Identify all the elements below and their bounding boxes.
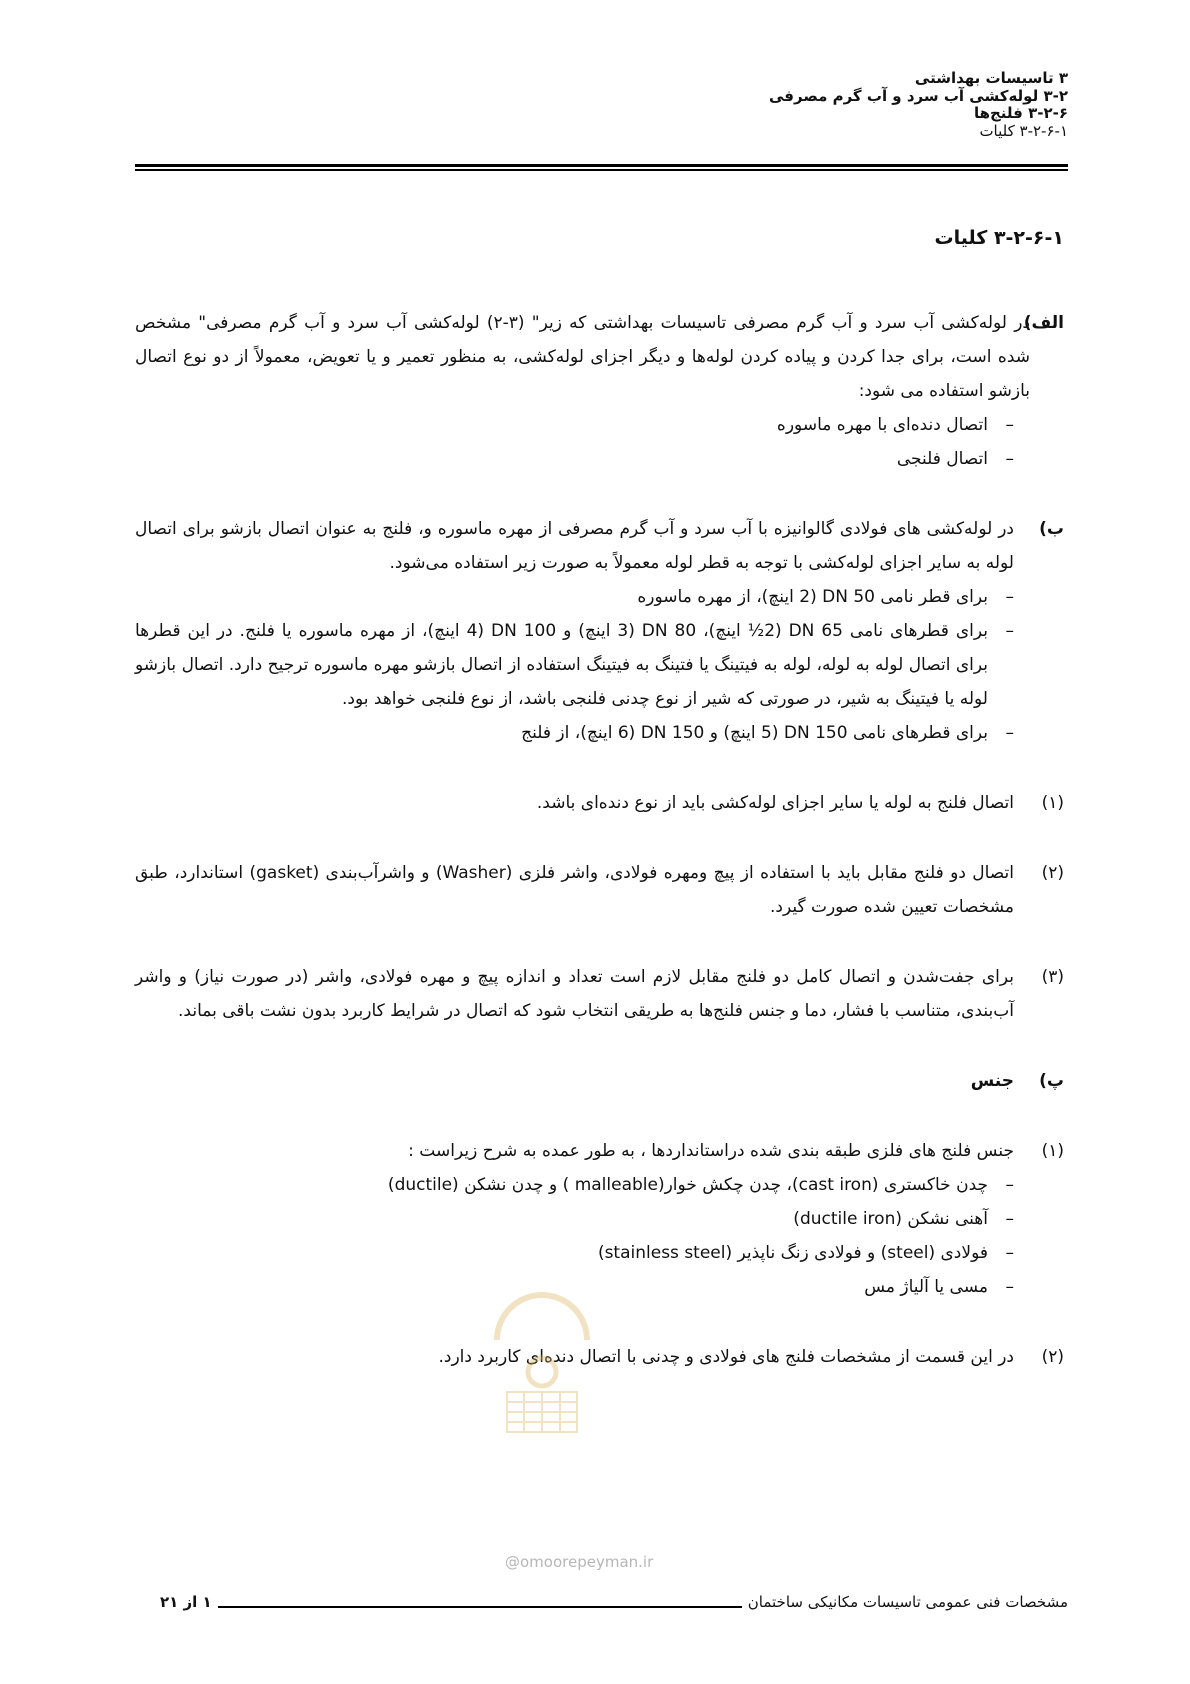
dash-bullet-icon: – [1005,1277,1014,1297]
watermark-seal-icon [487,1280,597,1440]
dash-bullet-icon: – [1005,415,1014,435]
item-number: (۲) [1041,1347,1064,1367]
item-number: (۳) [1041,967,1064,987]
list-item: – برای قطر نامی DN 50 (2 اینچ)، از مهره ماسوره [135,580,1014,614]
header-topic: ۳-۲-۶-۱ کلیات [979,121,1068,140]
header-section: ۳-۲ لوله‌کشی آب سرد و آب گرم مصرفی [768,86,1068,105]
item-text: اتصال فلنج به لوله یا سایر اجزای لوله‌کشی باید از نوع دنده‌ای باشد. [536,793,1014,813]
list-item: – اتصال دنده‌ای با مهره ماسوره [135,408,1014,442]
header-subsection: ۳-۲-۶ فلنج‌ها [973,104,1068,122]
dash-bullet-icon: – [1005,449,1014,469]
page-number: ۱ از ۲۱ [160,1593,212,1611]
clause-text: در لوله‌کشی آب سرد و آب گرم مصرفی تاسیسات بهداشتی که زیر" (۳-۲) لوله‌کشی آب سرد و آب گرم مصرفی" مشخص شده است، برای جدا کردن و پیاده کردن لوله‌ها و دیگر اجزای لوله‌کشی، به منظور تعمیر و یا تعویض، معمولاً از دو نوع اتصال بازشو استفاده می شود: [135,313,1030,401]
header-chapter: ۳ تاسیسات بهداشتی [914,69,1068,87]
clause-title: جنس [970,1071,1014,1091]
footer-title: مشخصات فنی عمومی تاسیسات مکانیکی ساختمان [747,1593,1068,1611]
item-number: (۱) [1041,1141,1064,1161]
dash-bullet-icon: – [1005,1209,1014,1229]
numbered-item-1 [135,786,1064,820]
item-number: (۱) [1041,793,1064,813]
item-text: جنس فلنج های فلزی طبقه بندی شده دراستانداردها ، به طور عمده به شرح زیراست : [408,1141,1014,1161]
list-item: – آهنی نشکن (ductile iron) [135,1202,1014,1236]
clause-label: پ) [1039,1071,1064,1091]
header-rule-thin [135,169,1068,171]
dash-bullet-icon: – [1005,1175,1014,1195]
list-item: – چدن خاکستری (cast iron)، چدن چکش خوار(malleable ) و چدن نشکن (ductile) [135,1168,1014,1202]
material-item-2 [135,1340,1064,1374]
list-item: – برای قطرهای نامی DN 65 (2½ اینچ)، DN 80 (3 اینچ) و DN 100 (4 اینچ)، از مهره ماسوره یا فلنج. در این قطرها برای اتصال لوله به لوله، لوله به فیتینگ یا فتینگ به فیتینگ استفاده از اتصال بازشو مهره ماسوره ترجیح دارد. اتصال بازشو لوله یا فیتینگ به شیر، در صورتی که شیر از نوع چدنی فلنجی باشد، از نوع فلنجی خواهد بود. [135,614,1064,716]
dash-bullet-icon: – [1005,723,1014,743]
numbered-item-2 [135,856,1064,924]
watermark-text: @omoorepeyman.ir [505,1553,654,1571]
clause-be [135,512,1064,750]
dash-bullet-icon: – [1005,1243,1014,1263]
item-text: اتصال دو فلنج مقابل باید با استفاده از پیچ ومهره فولادی، واشر فلزی (Washer) و واشرآب‌بندی (gasket) استاندارد، طبق مشخصات تعیین شده صورت گیرد. [135,863,1014,917]
footer-rule [218,1606,742,1608]
list-item: – برای قطرهای نامی DN 150 (5 اینچ) و DN 150 (6 اینچ)، از فلنج [135,716,1014,750]
item-text: برای جفت‌شدن و اتصال کامل دو فلنج مقابل لازم است تعداد و اندازه پیچ و مهره فولادی، واشر (در صورت نیاز) و واشر آب‌بندی، متناسب با فشار، دما و جنس فلنج‌ها به طریقی انتخاب شود که اتصال در شرایط کاربرد بدون نشت باقی بماند. [135,967,1014,1021]
clause-label: الف) [1023,313,1064,333]
dash-bullet-icon: – [1005,621,1014,641]
running-header [548,70,1068,140]
list-item: – مسی یا آلیاژ مس [135,1270,1014,1304]
clause-alef [135,306,1064,476]
clause-text: در لوله‌کشی های فولادی گالوانیزه با آب سرد و آب گرم مصرفی از مهره ماسوره و، فلنج به عنوان اتصال بازشو برای اتصال لوله به سایر اجزای لوله‌کشی با توجه به قطر لوله معمولاً به صورت زیر استفاده می‌شود. [135,519,1014,573]
clause-pe [135,1064,1064,1098]
header-rule-thick [135,164,1068,167]
list-item: – اتصال فلنجی [135,442,1014,476]
numbered-item-3 [135,960,1064,1028]
document-body [135,306,1064,1374]
clause-label: ب) [1039,519,1064,539]
material-item-1 [135,1134,1064,1304]
section-title: ۳-۲-۶-۱ کلیات [934,227,1064,249]
list-item: – فولادی (steel) و فولادی زنگ ناپذیر (stainless steel) [135,1236,1014,1270]
item-number: (۲) [1041,863,1064,883]
item-text: در این قسمت از مشخصات فلنج های فولادی و چدنی با اتصال دنده‌ای کاربرد دارد. [438,1347,1014,1367]
dash-bullet-icon: – [1005,587,1014,607]
